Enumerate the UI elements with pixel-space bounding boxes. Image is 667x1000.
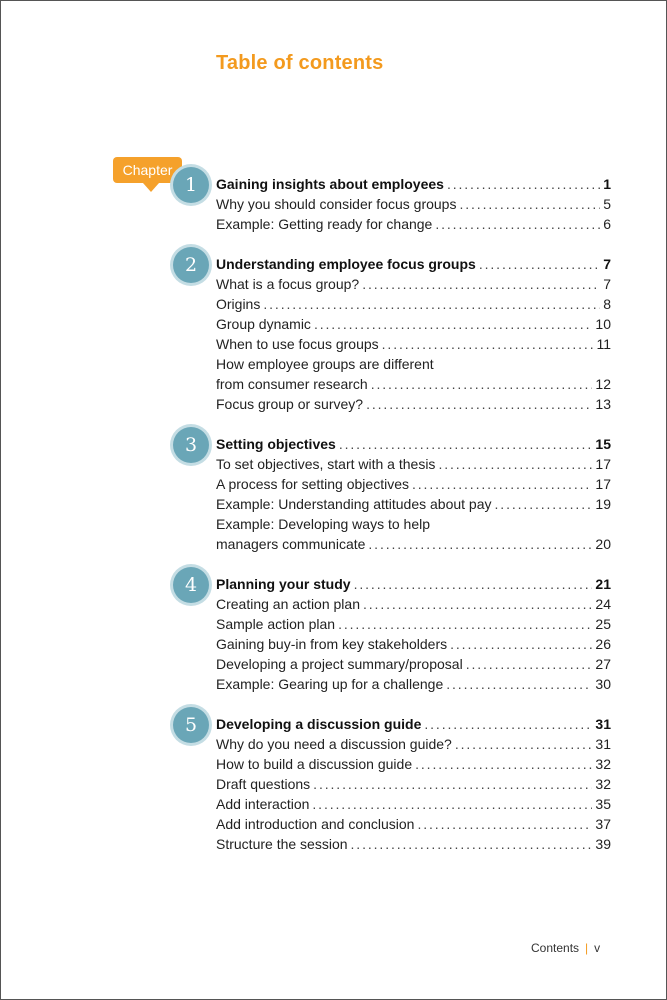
toc-entry-title: Structure the session bbox=[216, 836, 348, 852]
toc-entry-title: Gaining insights about employees bbox=[216, 176, 444, 192]
toc-page-number: 19 bbox=[595, 496, 611, 512]
toc-page-number: 10 bbox=[595, 316, 611, 332]
toc-dot-leader bbox=[412, 474, 592, 494]
toc-entry[interactable] bbox=[216, 674, 611, 694]
toc-entry[interactable] bbox=[216, 294, 611, 314]
toc-dot-leader bbox=[447, 174, 600, 194]
toc-page-number: 24 bbox=[595, 596, 611, 612]
toc-page-number: 5 bbox=[603, 196, 611, 212]
toc-dot-leader bbox=[450, 634, 592, 654]
toc-entry-title: Example: Gearing up for a challenge bbox=[216, 676, 444, 692]
toc-entry-title: Developing a project summary/proposal bbox=[216, 656, 463, 672]
toc-dot-leader bbox=[437, 354, 608, 374]
toc-entry-title: Sample action plan bbox=[216, 616, 336, 632]
toc-page-number: 17 bbox=[595, 456, 611, 472]
toc-entry-title: Example: Developing ways to help bbox=[216, 516, 431, 532]
footer-page-number: v bbox=[594, 941, 601, 955]
toc-entry[interactable] bbox=[216, 194, 611, 214]
toc-dot-leader bbox=[424, 714, 592, 734]
footer-separator: | bbox=[585, 941, 589, 955]
toc-entry-title: Planning your study bbox=[216, 576, 351, 592]
toc-dot-leader bbox=[433, 514, 608, 534]
toc-page-number: 30 bbox=[595, 676, 611, 692]
chapter-number-badge: 4 bbox=[173, 567, 209, 603]
toc-chapter-heading[interactable] bbox=[216, 254, 611, 274]
toc-entry-title: Example: Getting ready for change bbox=[216, 216, 433, 232]
toc-dot-leader bbox=[362, 274, 600, 294]
toc-entry[interactable] bbox=[216, 594, 611, 614]
toc-page-number: 32 bbox=[595, 776, 611, 792]
toc-page-number: 25 bbox=[595, 616, 611, 632]
toc-chapter-heading[interactable] bbox=[216, 574, 611, 594]
toc-entry-title: Add interaction bbox=[216, 796, 310, 812]
toc-entry[interactable] bbox=[216, 214, 611, 234]
toc-page-number: 31 bbox=[595, 736, 611, 752]
toc-page-number: 21 bbox=[595, 576, 611, 592]
chapter-number-badge: 2 bbox=[173, 247, 209, 283]
toc-entry-title: Why do you need a discussion guide? bbox=[216, 736, 452, 752]
toc-entry[interactable] bbox=[216, 514, 611, 534]
toc-entry-title: How employee groups are different bbox=[216, 356, 434, 372]
toc-dot-leader bbox=[313, 774, 592, 794]
toc-page-number: 17 bbox=[595, 476, 611, 492]
toc-page-number: 20 bbox=[595, 536, 611, 552]
toc-page-number: 6 bbox=[603, 216, 611, 232]
toc-entry-title: managers communicate bbox=[216, 536, 366, 552]
toc-page-number: 35 bbox=[595, 796, 611, 812]
toc-entry-title: Add introduction and conclusion bbox=[216, 816, 415, 832]
toc-page-number: 7 bbox=[603, 256, 611, 272]
toc-dot-leader bbox=[312, 794, 592, 814]
toc-dot-leader bbox=[415, 754, 592, 774]
toc-entry[interactable] bbox=[216, 354, 611, 374]
toc-entry-title: Setting objectives bbox=[216, 436, 336, 452]
toc-entry-title: What is a focus group? bbox=[216, 276, 360, 292]
toc-page-number: 37 bbox=[595, 816, 611, 832]
toc-dot-leader bbox=[446, 674, 592, 694]
toc-page-number: 39 bbox=[595, 836, 611, 852]
toc-dot-leader bbox=[382, 334, 594, 354]
toc-entry-title: Understanding employee focus groups bbox=[216, 256, 476, 272]
toc-chapter-heading[interactable] bbox=[216, 714, 611, 734]
toc-page-number: 8 bbox=[603, 296, 611, 312]
toc-entry-title: Focus group or survey? bbox=[216, 396, 364, 412]
toc-dot-leader bbox=[339, 434, 593, 454]
toc-page-number: 1 bbox=[603, 176, 611, 192]
footer-section: Contents bbox=[531, 941, 580, 955]
toc-dot-leader bbox=[438, 454, 592, 474]
toc-entry[interactable] bbox=[216, 814, 611, 834]
toc-entry-title: When to use focus groups bbox=[216, 336, 379, 352]
toc-dot-leader bbox=[368, 534, 592, 554]
toc-entry[interactable] bbox=[216, 334, 611, 354]
toc-entry[interactable] bbox=[216, 274, 611, 294]
chapter-label: Chapter bbox=[113, 157, 182, 183]
toc-dot-leader bbox=[455, 734, 593, 754]
toc-entry[interactable] bbox=[216, 654, 611, 674]
toc-dot-leader bbox=[459, 194, 600, 214]
toc-dot-leader bbox=[466, 654, 593, 674]
toc-dot-leader bbox=[435, 214, 600, 234]
toc-entry-title: Creating an action plan bbox=[216, 596, 360, 612]
toc-entry-title: To set objectives, start with a thesis bbox=[216, 456, 436, 472]
toc-dot-leader bbox=[366, 394, 592, 414]
toc-page-number: 31 bbox=[595, 716, 611, 732]
toc-dot-leader bbox=[351, 834, 593, 854]
toc-entry-title: Example: Understanding attitudes about pay bbox=[216, 496, 492, 512]
toc-dot-leader bbox=[354, 574, 593, 594]
toc-dot-leader bbox=[371, 374, 593, 394]
toc-entry-title: Developing a discussion guide bbox=[216, 716, 422, 732]
toc-entry[interactable] bbox=[216, 774, 611, 794]
page-footer bbox=[531, 941, 600, 955]
toc-page-number: 26 bbox=[595, 636, 611, 652]
toc-entry[interactable] bbox=[216, 374, 611, 394]
toc-page-number: 15 bbox=[595, 436, 611, 452]
chapter-number-badge: 5 bbox=[173, 707, 209, 743]
toc-entry[interactable] bbox=[216, 474, 611, 494]
toc-entry[interactable] bbox=[216, 754, 611, 774]
toc-page-number: 12 bbox=[595, 376, 611, 392]
toc-entry[interactable] bbox=[216, 834, 611, 854]
toc-entry-title: Draft questions bbox=[216, 776, 311, 792]
toc-entry[interactable] bbox=[216, 394, 611, 414]
toc-dot-leader bbox=[338, 614, 592, 634]
toc-entry[interactable] bbox=[216, 794, 611, 814]
toc-entry-title: Gaining buy-in from key stakeholders bbox=[216, 636, 448, 652]
toc-chapter-heading[interactable] bbox=[216, 174, 611, 194]
toc-entry[interactable] bbox=[216, 634, 611, 654]
toc-entry[interactable] bbox=[216, 454, 611, 474]
toc-entry-title: Why you should consider focus groups bbox=[216, 196, 457, 212]
toc-entry-title: A process for setting objectives bbox=[216, 476, 409, 492]
toc-page-number: 27 bbox=[595, 656, 611, 672]
toc-entry-title: How to build a discussion guide bbox=[216, 756, 413, 772]
toc-entry-title: Origins bbox=[216, 296, 261, 312]
toc-entry-title: from consumer research bbox=[216, 376, 368, 392]
toc-page-number: 32 bbox=[595, 756, 611, 772]
toc-dot-leader bbox=[263, 294, 600, 314]
toc-dot-leader bbox=[479, 254, 600, 274]
toc-entry[interactable] bbox=[216, 314, 611, 334]
chapter-number-badge: 1 bbox=[173, 167, 209, 203]
toc-dot-leader bbox=[314, 314, 592, 334]
toc-page-number: 7 bbox=[603, 276, 611, 292]
toc-dot-leader bbox=[363, 594, 592, 614]
chapter-number-badge: 3 bbox=[173, 427, 209, 463]
toc-entry[interactable] bbox=[216, 494, 611, 514]
toc-entry[interactable] bbox=[216, 534, 611, 554]
toc-dot-leader bbox=[495, 494, 593, 514]
toc-entry[interactable] bbox=[216, 614, 611, 634]
page-title: Table of contents bbox=[216, 52, 384, 74]
toc-entry-title: Group dynamic bbox=[216, 316, 311, 332]
toc-page-number: 11 bbox=[596, 336, 611, 352]
toc-page-number: 13 bbox=[595, 396, 611, 412]
toc-chapter-heading[interactable] bbox=[216, 434, 611, 454]
toc-dot-leader bbox=[417, 814, 592, 834]
toc-entry[interactable] bbox=[216, 734, 611, 754]
